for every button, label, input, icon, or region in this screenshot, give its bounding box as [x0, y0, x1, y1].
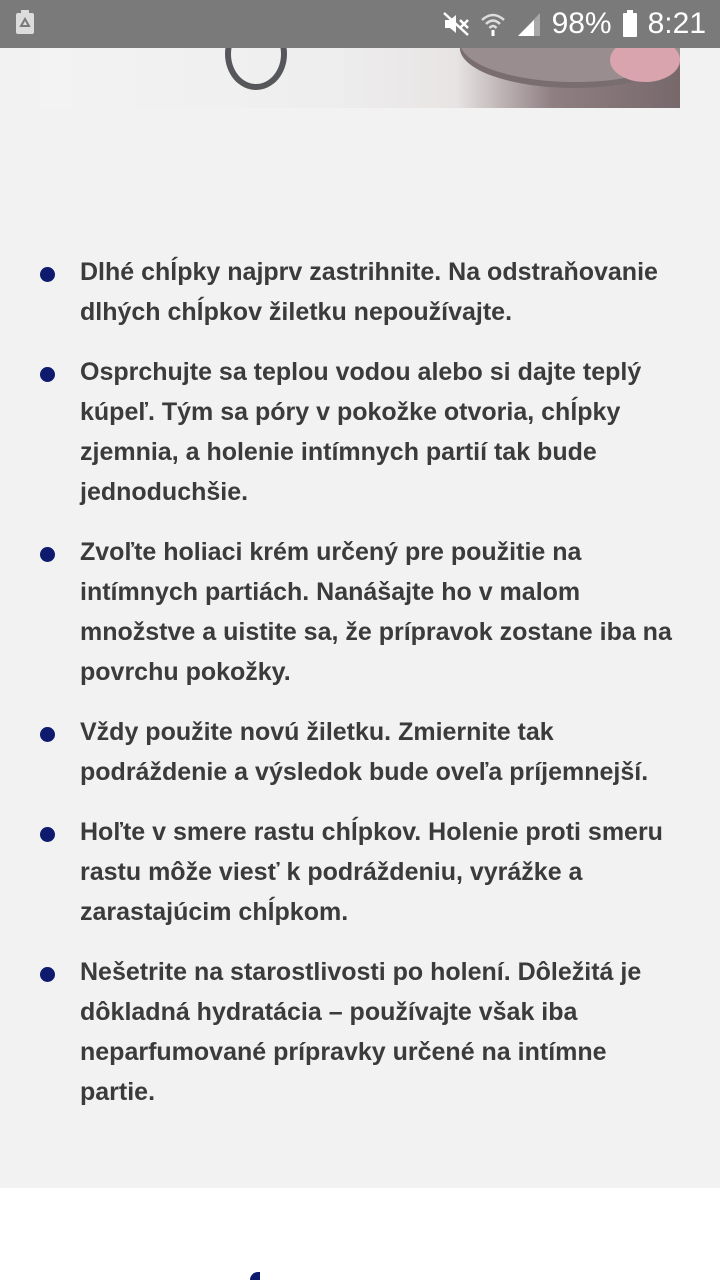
article-hero-image — [40, 48, 680, 108]
bullet-icon — [40, 267, 55, 282]
bottom-section — [0, 1188, 720, 1280]
list-item — [0, 352, 720, 512]
recycle-icon — [14, 9, 36, 40]
list-item-text: Hoľte v smere rastu chĺpkov. Holenie proti smeru rastu môže viesť k podráždeniu, vyrážke a zarastajúcim chĺpkom. — [80, 818, 663, 926]
logo-fragment — [250, 1272, 260, 1280]
bullet-icon — [40, 547, 55, 562]
list-item — [0, 532, 720, 692]
list-item-text: Nešetrite na starostlivosti po holení. Dôležitá je dôkladná hydratácia – používajte však iba neparfumované prípravky určené na intímne partie. — [80, 958, 642, 1106]
list-item-text: Osprchujte sa teplou vodou alebo si dajte teplý kúpeľ. Tým sa póry v pokožke otvoria, chĺpky zjemnia, a holenie intímnych partií tak bude jednoduchšie. — [80, 358, 642, 506]
bullet-icon — [40, 727, 55, 742]
clock: 8:21 — [647, 7, 706, 40]
list-item — [0, 952, 720, 1112]
mute-icon — [442, 11, 470, 37]
list-item — [0, 812, 720, 932]
shaving-tips-list — [0, 252, 720, 1132]
bullet-icon — [40, 967, 55, 982]
status-bar — [0, 0, 720, 48]
list-item-text: Vždy použite novú žiletku. Zmiernite tak podráždenie a výsledok bude oveľa príjemnejší. — [80, 718, 649, 786]
list-item-text: Zvoľte holiaci krém určený pre použitie na intímnych partiách. Nanášajte ho v malom množstve a uistite sa, že prípravok zostane iba na povrchu pokožky. — [80, 538, 672, 686]
ring-shape — [225, 48, 287, 90]
list-item — [0, 712, 720, 792]
battery-icon — [622, 10, 638, 38]
bullet-icon — [40, 367, 55, 382]
list-item — [0, 252, 720, 332]
wifi-icon — [480, 11, 506, 37]
battery-percent: 98% — [551, 7, 612, 40]
bullet-icon — [40, 827, 55, 842]
list-item-text: Dlhé chĺpky najprv zastrihnite. Na odstraňovanie dlhých chĺpkov žiletku nepoužívajte. — [80, 258, 658, 326]
signal-icon — [516, 11, 542, 37]
